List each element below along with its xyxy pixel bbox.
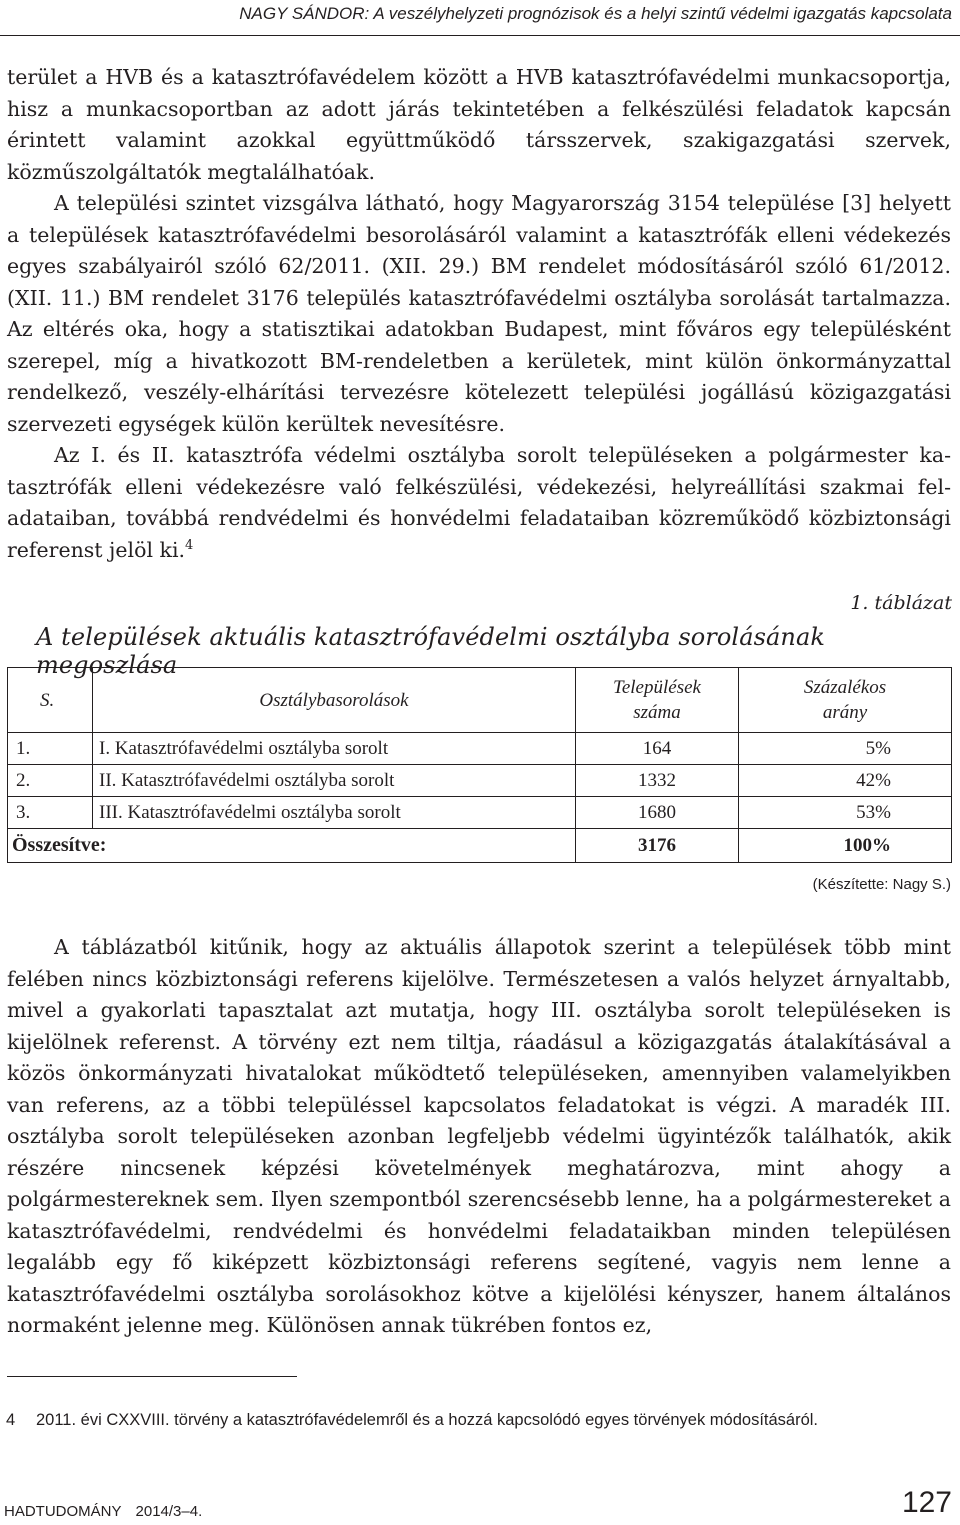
cell-count: 1680 [576, 797, 739, 829]
total-pct: 100% [739, 829, 952, 863]
running-header: NAGY SÁNDOR: A veszélyhelyzeti prognózisok és a helyi szintű védelmi igazgatás kapcsolata [239, 4, 952, 23]
cell-pct: 5% [739, 733, 952, 765]
journal-name: HADTUDOMÁNY [4, 1503, 122, 1520]
total-label: Összesítve: [8, 829, 576, 863]
journal-issue: 2014/3–4. [135, 1503, 203, 1520]
page-number: 127 [901, 1486, 952, 1519]
cell-pct: 42% [739, 765, 952, 797]
cell-pct: 53% [739, 797, 952, 829]
body-text-bottom [7, 932, 951, 1342]
table-row [8, 733, 952, 765]
cell-class: II. Katasztrófavédelmi osztályba sorolt [93, 765, 576, 797]
header-pct-line1: Százalékos [803, 677, 887, 698]
table-header-row [8, 668, 952, 733]
table-total-row [8, 829, 952, 863]
cell-s: 1. [8, 733, 93, 765]
paragraph: A települési szintet vizsgálva látható, hogy Magyarország 3154 települése [3] helyett a települések katasztrófavédelmi besorolásáról valamint a katasztrófák elleni védekezés egyes szabályairól szóló 62/2011. (XII. 29.) BM rendelet módosításáról szóló 61/2012. (XII. 11.) BM rendelet 3176 település katasztrófavédelmi osztályba sorolását tartalmazza. Az eltérés oka, hogy a statisztikai adatokban Budapest, mint főváros egy településként szerepel, míg a hivatkozott BM-rendeletben a kerületek, mint külön önkormányzattal rendelkező, veszély-elhárítási tervezésre kötelezett települési jogállású közigazgatási szervezeti egységek külön kerültek nevesítésre. [7, 191, 951, 436]
paragraph-text: Az I. és II. katasztrófa védelmi osztályba sorolt településeken a polgármester katasztrófák elleni védekezésre való felkészülési, védekezési, helyreállítási szakmai feladataiban, továbbá rendvédelmi és honvédelmi feladataiban közreműködő közbiztonsági referenst jelöl ki. [7, 443, 951, 562]
classification-table [7, 667, 952, 863]
table-row [8, 765, 952, 797]
footer-journal [4, 1503, 202, 1520]
cell-class: III. Katasztrófavédelmi osztályba sorolt [93, 797, 576, 829]
cell-count: 164 [576, 733, 739, 765]
header-rule [0, 35, 960, 36]
footnote [0, 1407, 948, 1433]
paragraph [7, 440, 951, 566]
footnote-reference[interactable]: 4 [185, 537, 194, 553]
table-row [8, 797, 952, 829]
header-s: S. [8, 668, 93, 733]
footnote-number: 4 [6, 1411, 16, 1429]
footnote-text: 2011. évi CXXVIII. törvény a katasztrófavédelemről és a hozzá kapcsolódó egyes törvények módosításáról. [36, 1411, 819, 1429]
header-pct-line2: arány [822, 702, 868, 723]
cell-count: 1332 [576, 765, 739, 797]
cell-s: 3. [8, 797, 93, 829]
header-count-line2: száma [633, 702, 681, 723]
body-text-top [7, 62, 951, 566]
total-count: 3176 [576, 829, 739, 863]
header-class: Osztálybasorolások [93, 668, 576, 733]
header-count [576, 668, 739, 733]
header-count-line1: Települések [613, 677, 701, 698]
table-label: 1. táblázat [850, 592, 952, 614]
table-title: A települések aktuális katasztrófavédelmi osztályba sorolásának megoszlása [36, 623, 826, 679]
cell-s: 2. [8, 765, 93, 797]
footnote-rule [7, 1376, 297, 1377]
cell-class: I. Katasztrófavédelmi osztályba sorolt [93, 733, 576, 765]
paragraph: terület a HVB és a katasztrófavédelem között a HVB katasztrófavédelmi munkacsoportja, hisz a munkacsoportban az adott járás tekintetében a felkészülési feladatok kapcsán érintett valamint azokkal együttműködő társszervek, szakigazgatási szervek, közműszolgáltatók megtalálhatóak. [7, 65, 951, 184]
table-source: (Készítette: Nagy S.) [812, 876, 951, 893]
header-pct [739, 668, 952, 733]
paragraph: A táblázatból kitűnik, hogy az aktuális állapotok szerint a települések több mint felében nincs közbiztonsági referens kijelölve. Természetesen a valós helyzet árnyaltabb, mivel a gyakorlati tapasztalat azt mutatja, hogy III. osztályba sorolt településeken is kijelölnek referenst. A törvény ezt nem tiltja, ráadásul a közigazgatás átalakításával a közös önkormányzati hivatalokat működtető településeken, amennyiben valamelyikben van referens, az a többi településsel kapcsolatos feladatokat is végzi. A maradék III. osztályba sorolt településeken azonban legfeljebb védelmi ügyintézők találhatók, akik részére nincsenek képzési követelmények meghatározva, mint ahogy a polgármestereknek sem. Ilyen szempontból szerencsésebb lenne, ha a polgármestereket a katasztrófavédelmi, rendvédelmi és honvédelmi feladataikban minden településen legalább egy fő kiképzett közbiztonsági referens segítené, vagyis nem lenne a katasztrófavédelmi osztályba sorolásokhoz kötve a kijelölési kényszer, hanem általános normaként jelenne meg. Különösen annak tükrében fontos ez, [7, 935, 951, 1337]
